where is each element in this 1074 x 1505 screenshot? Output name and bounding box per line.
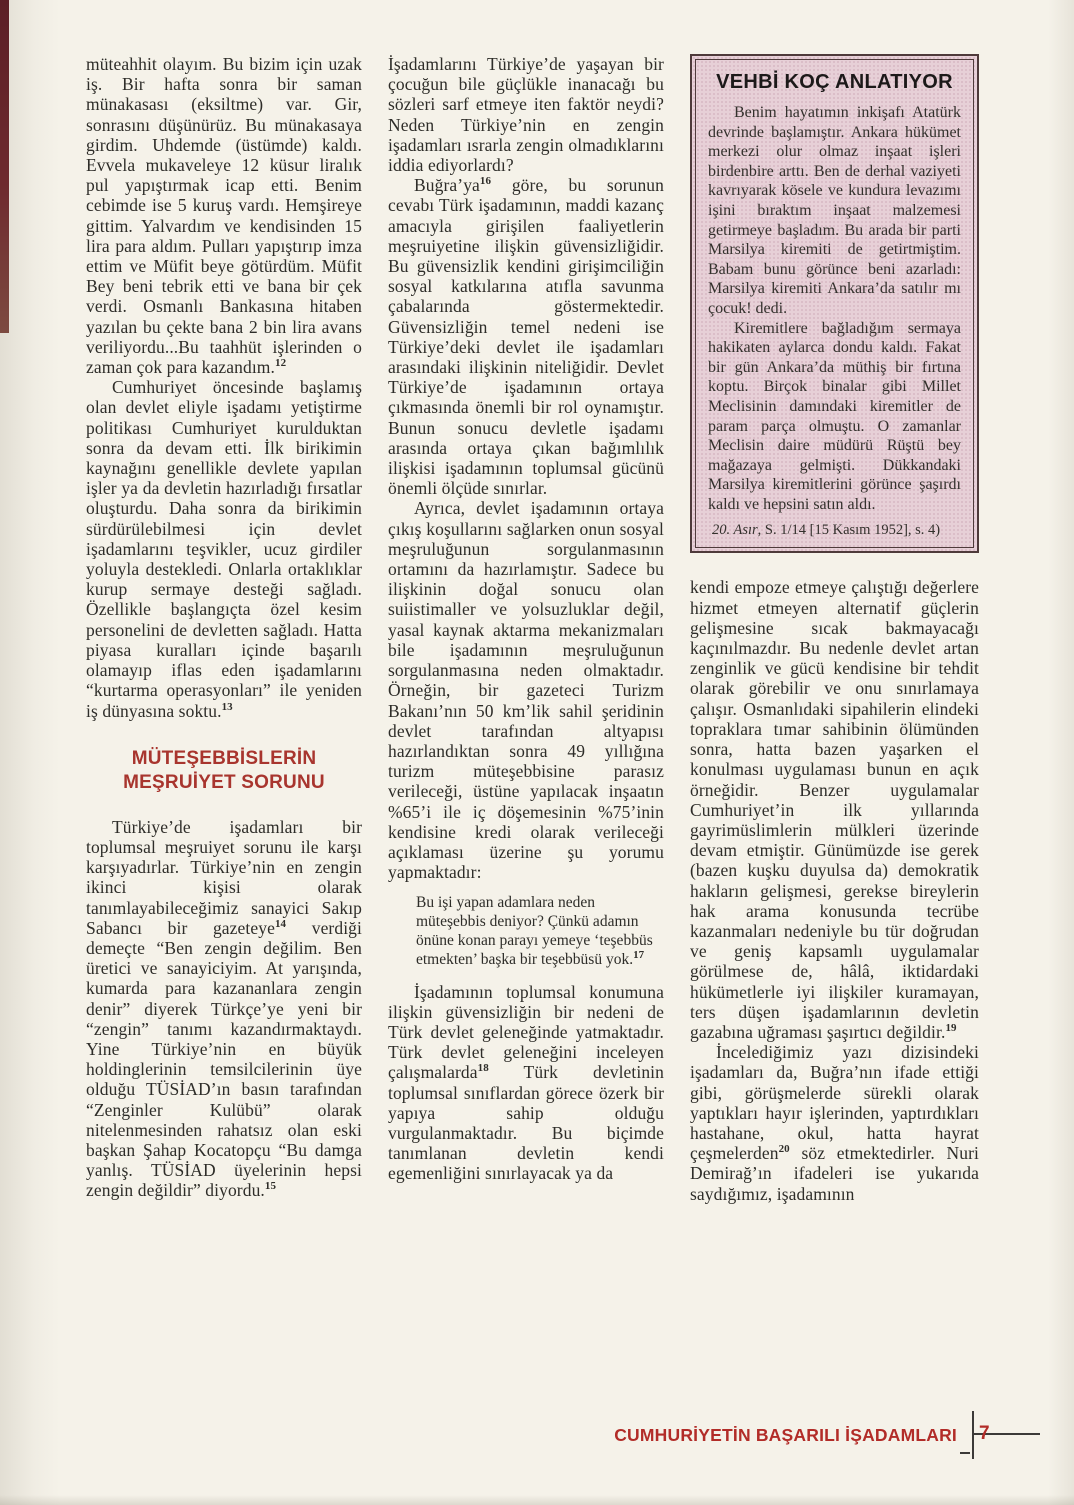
sidebar-citation: 20. Asır, S. 1/14 [15 Kasım 1952], s. 4) (712, 522, 941, 539)
page-number-block (974, 1411, 1040, 1459)
vehbi-koc-sidebar (690, 54, 979, 553)
paragraph: $Buğra’ya^{16}$ göre, bu sorunun cevabı Türk işadamının, maddi kazanç amacıyla girişilen faaliyetlerin meşruiyetine ilişkin güvensizliğidir. Bu güvensizlik kendini girişimciliğin sosyal katkılarına atıfla savunma çabalarında göstermektedir. Güvensizliğin temel nedeni ise Türkiye’deki devlet ile işadamları arasındaki ilişkinin niteliğidir. Devlet Türkiye’de işadamının ortaya çıkmasında önemli bir rol oynamıştır. Bunun sonucu devletle işadamı arasında ortaya çıkan bağımlılık ilişkisi işadamının toplumsal gücünü önemli ölçüde sınırlar. (388, 175, 664, 499)
footer-title: CUMHURİYETİN BAŞARILI İŞADAMLARI (614, 1424, 957, 1445)
blockquote-text: Bu işi yapan adamlara neden müteşebbis deniyor? Çünkü adamın önüne konan parayı yemeye ‘teşebbüs etmekten’ başka bir teşebbüsü yok.$^{17}$ (416, 894, 653, 968)
footer-underscore-rule (960, 1452, 970, 1454)
vehbi-koc-sidebar-inner (695, 59, 974, 548)
text-column-3 (690, 54, 979, 1204)
paragraph: İncelediğimiz yazı dizisindeki işadamları da, Buğra’nın ifade ettiği gibi, görüşmelerde sürekli olarak yaptıkları hayır işlerinden, yaptırdıkları hastahane, okul, hatta hayrat çeşmelerden$^{20}$ söz etmektedirler. Nuri Demirağ’ın ifadeleri ise yukarıda saydığımız, işadamının (690, 1042, 979, 1204)
paragraph: Ayrıca, devlet işadamının ortaya çıkış koşullarını sağlarken onun sosyal meşruluğunun sorgulanmasının ortamını da hazırlamıştır. Sadece bu ilişkinin doğal sonucu olan suiistimaller ve yolsuzluklar değil, yasal kaynak aktarma mekanizmaları bile işadamının meşruluğunun sorgulanmasına neden olmaktadır. Örneğin, bir gazeteci Turizm Bakanı’nın 50 km’lik sahil şeridinin devlet tarafından altyapısı hazırlandıktan sonra 49 yıllığına turizm müteşebbisine parasız verileceği, üstüne yapılacak inşaatın %65’i ile iç döşemesinin %75’inin kendisine kredi olarak verileceği açıklaması üzerine şu yorumu yapmaktadır: (388, 498, 664, 883)
paragraph: kendi empoze etmeye çalıştığı değerlere hizmet etmeyen alternatif güçlerin gelişmesine sıcak bakmayacağı kaçınılmazdır. Bu nedenle devlet artan zenginlik ve gücü kendisine bir tehdit olarak görebilir ve onu sınırlamaya çalışır. Osmanlıdaki sipahilerin elindeki topraklara tımar sahibinin ölümünden sonra, hatta bazen yaşarken el konulması uygulaması bunun en açık örneğidir. Benzer uygulamalar Cumhuriyet’in ilk yıllarında gayrimüslimlerin mülkleri üzerinde devam etmiştir. Günümüzde ise gerek (bazen kuşku duyulsa da) demokratik hakların gelişmesi, gerekse bireylerin hak arama konusunda tecrübe kazanmaları nedeniyle bu tür doğrudan ve geniş kapsamlı uygulamalar görülmese de, hâlâ, iktidardaki hükümetlerle iyi ilişkiler kuramayan, ters düşen işadamlarının devletin gazabına uğraması şaşırtıcı değildir.$^{19}$ (690, 577, 979, 1042)
page-edge-red-strip (0, 0, 9, 333)
column-3-text (690, 577, 979, 1203)
blockquote (416, 894, 664, 969)
text-column-2 (388, 54, 664, 1204)
paragraph: İşadamının toplumsal konumuna ilişkin güvensizliğin bir nedeni de Türk devlet geleneğinde yatmaktadır. Türk devlet geleneğini inceleyen çalışmalarda$^{18}$ Türk devletinin toplumsal sınıflardan görece özerk bir yapıya sahip olduğu vurgulanmaktadır. Bu biçimde tanımlanan devletin kendi egemenliğini sınırlayacak ya da (388, 981, 664, 1184)
section-heading: MÜTEŞEBBİSLERİN MEŞRUİYET SORUNU (123, 747, 325, 793)
page-number: 7 (979, 1423, 990, 1444)
sidebar-paragraph: Kiremitlere bağladığım sermaya hakikaten aylarca dondu kaldı. Fakat bir gün Ankara’da müthiş bir fırtına koptu. Birçok binalar gibi Millet Meclisinin damındaki kiremitler de param parça olmuştu. O zamanlar Meclisin daire müdürü Rüştü bey mağazaya gelmişti. Dükkandaki Marsilya kiremitlerini görünce şaşırdı kaldı ve hepsini satın aldı. (708, 319, 961, 513)
article-body (86, 54, 979, 1204)
text-column-1 (86, 54, 362, 1204)
sidebar-title: VEHBİ KOÇ ANLATIYOR (716, 71, 953, 93)
paragraph: müteahhit olayım. Bu bizim için uzak iş. Bir hafta sonra bir saman münakasası (eksiltme) var. Gir, sonrasını düşünürüz. Bu münakasaya girdim. Uhdemde (üstümde) kaldı. Evvela mukaveleye 12 küsur liralık pul yapıştırmak icap etti. Benim cebimde ise 5 kuruş vardı. Hemşireye gittim. Yalvardım ve kendisinden 15 lira para aldım. Pulları yapıştırıp imza ettim ve Müfit beye götürdüm. Müfit Bey beni tebrik etti ve bana bir çek verdi. Osmanlı Bankasına hitaben yazılan bu çekte bana 2 bin lira avans veriliyordu...Bu taahhüt işlerinden o zaman çok para kazandım.$^{12}$ (86, 54, 362, 378)
paragraph: Cumhuriyet öncesinde başlamış olan devlet eliyle işadamı yetiştirme politikası Cumhuriyet kurulduktan sonra da devam etti. İlk birikimin kaynağını genellikle devlete yapılan işler ya da devletin hazırladığı fırsatlar oluşturdu. Daha sonra da birikimin sürdürülebilmesi için devlet işadamlarını teşvikler, ucuz girdiler yoluyla destekledi. Onlarla ortaklıklar kurup sermaye desteği sağladı. Özellikle başlangıçta özel kesim personelini de devletten sağladı. Hatta piyasa kuralları içinde başarılı olamayıp iflas eden işadamlarını “kurtarma operasyonları” ile yeniden iş dünyasına soktu.$^{13}$ (86, 377, 362, 721)
sidebar-paragraph: Benim hayatımın inkişafı Atatürk devrinde başlamıştır. Ankara hükümet merkezi olur olmaz inşaat işleri birdenbire arttı. Ben de derhal vaziyeti kavrıyarak kösele ve kundura levazımı işini bıraktım inşaat malzemesi getirmeye başladım. Bu arada bir parti Marsilya kiremiti de getirtmiştim. Babam bunu görünce beni azarladı: Marsilya kiremiti Ankara’da satılır mı çocuk! dedi. (708, 104, 961, 317)
paragraph: İşadamlarını Türkiye’de yaşayan bir çocuğun bile güçlükle inanacağı bu sözleri sarf etmeye iten faktör neydi? Neden Türkiye’nin en zengin işadamları ısrarla zengin olmadıklarını iddia ediyorlardı? (388, 54, 664, 176)
page-footer (614, 1411, 1040, 1459)
paragraph: Türkiye’de işadamları bir toplumsal meşruiyet sorunu ile karşı karşıyadırlar. Türkiye’nin en zengin ikinci kişisi olarak tanımlayabileceğimiz sanayici Sakıp Sabancı bir gazeteye$^{14}$ verdiği demeçte “Ben zengin değilim. Ben üretici ve sanayiciyim. At yarışında, kumarda para kazananlara zengin denir” diyerek Türkçe’ye yeni bir “zengin” tanımı kazandırmaktaydı. Yine Türkiye’nin en büyük holdinglerinin temsilcilerinin üye olduğu TÜSİAD’ın basın tarafından “Zenginler Kulübü” olarak nitelenmesinden rahatsız olan eski başkan Şahap Kocatopçu “Bu damga yanlış. TÜSİAD üyelerinin hepsi zengin değildir” diyordu.$^{15}$ (86, 816, 362, 1201)
